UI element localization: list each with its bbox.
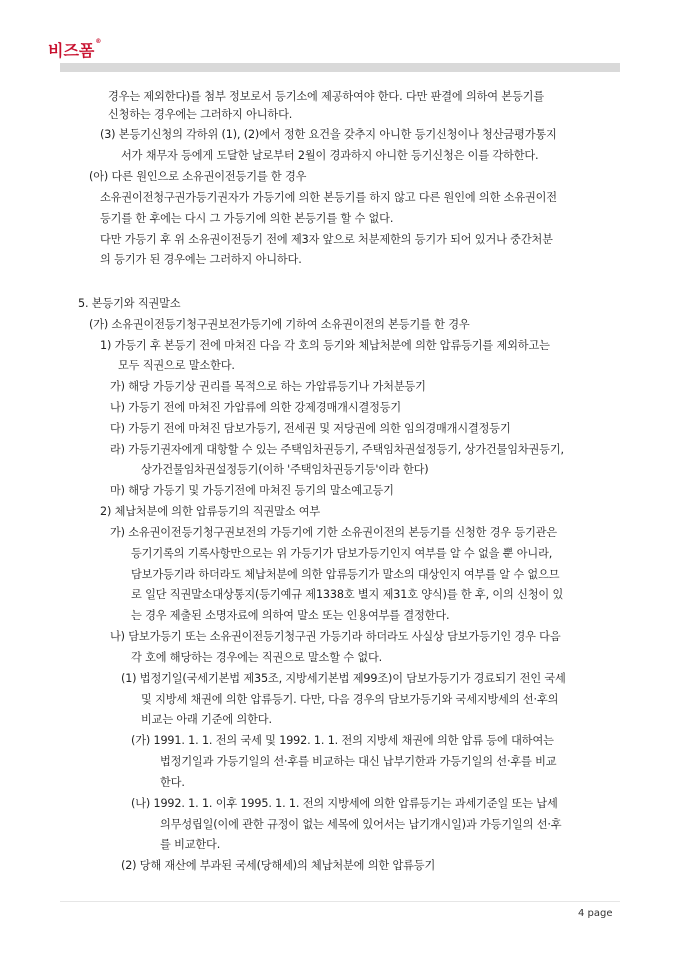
text-line: 등기기록의 기록사항만으로는 위 가등기가 담보가등기인지 여부를 알 수 없을 뿐 아니라,	[131, 547, 553, 560]
text-line: 나) 가등기 전에 마쳐진 가압류에 의한 강제경매개시결정등기	[110, 401, 402, 414]
text-line: 가) 해당 가등기상 권리를 목적으로 하는 가압류등기나 가처분등기	[110, 380, 426, 393]
text-line: 등기를 한 후에는 다시 그 가등기에 의한 본등기를 할 수 없다.	[100, 212, 394, 225]
text-line: 담보가등기라 하더라도 체납처분에 의한 압류등기가 말소의 대상인지 여부를 알 수 없으므	[131, 568, 560, 581]
logo	[48, 38, 101, 61]
text-line: (2) 당해 재산에 부과된 국세(당해세)의 체납처분에 의한 압류등기	[121, 859, 436, 872]
text-line: 나) 담보가등기 또는 소유권이전등기청구권 가등기라 하더라도 사실상 담보가등기인 경우 다음	[110, 630, 561, 643]
text-line: 소유권이전청구권가등기권자가 가등기에 의한 본등기를 하지 않고 다른 원인에 의한 소유권이전	[100, 191, 557, 204]
text-line: 각 호에 해당하는 경우에는 직권으로 말소할 수 없다.	[131, 651, 383, 664]
text-line: 다만 가등기 후 위 소유권이전등기 전에 제3자 앞으로 처분제한의 등기가 되어 있거나 중간처분	[100, 233, 553, 246]
text-line: 1) 가등기 후 본등기 전에 마쳐진 다음 각 호의 등기와 체납처분에 의한 압류등기를 제외하고는	[100, 339, 550, 352]
text-line: 서가 채무자 등에게 도달한 날로부터 2월이 경과하지 아니한 등기신청은 이를 각하한다.	[121, 149, 539, 162]
text-line: 를 비교한다.	[160, 838, 221, 851]
text-line: 모두 직권으로 말소한다.	[118, 359, 235, 372]
text-line: 로 일단 직권말소대상통지(등기예규 제1338호 별지 제31호 양식)를 한 후, 이의 신청이 있	[131, 588, 564, 601]
text-line: 라) 가등기권자에게 대항할 수 있는 주택임차권등기, 주택임차권설정등기, 상가건물임차권등기,	[110, 443, 564, 456]
text-line: (아) 다른 원인으로 소유권이전등기를 한 경우	[89, 170, 307, 183]
registered-mark: ®	[95, 38, 102, 45]
text-line: (1) 법정기일(국세기본법 제35조, 지방세기본법 제99조)이 담보가등기가 경료되기 전인 국세	[121, 672, 566, 685]
text-line: 경우는 제외한다)를 첨부 정보로서 등기소에 제공하여야 한다. 다만 판결에 의하여 본등기를	[108, 90, 544, 103]
text-line: 신청하는 경우에는 그러하지 아니하다.	[108, 108, 293, 121]
text-line: 및 지방세 채권에 의한 압류등기. 다만, 다음 경우의 담보가등기와 국세지방세의 선·후의	[141, 693, 559, 706]
text-line: 법정기일과 가등기일의 선·후를 비교하는 대신 납부기한과 가등기일의 선·후를 비교	[160, 755, 557, 768]
logo-text: 비즈폼	[48, 41, 95, 60]
text-line: (가) 소유권이전등기청구권보전가등기에 기하여 소유권이전의 본등기를 한 경우	[89, 318, 470, 331]
text-line: 비교는 아래 기준에 의한다.	[141, 713, 272, 726]
page-number: 4 page	[578, 908, 613, 919]
text-line: 의무성립일(이에 관한 규정이 없는 세목에 있어서는 납기개시일)과 가등기일의 선·후	[160, 818, 562, 831]
text-line: 의 등기가 된 경우에는 그러하지 아니하다.	[100, 253, 302, 266]
text-line: (3) 본등기신청의 각하위 (1), (2)에서 정한 요건을 갖추지 아니한 등기신청이나 청산금평가통지	[100, 128, 557, 141]
text-line: 다) 가등기 전에 마쳐진 담보가등기, 전세권 및 저당권에 의한 임의경매개시결정등기	[110, 422, 511, 435]
text-line: 한다.	[160, 776, 185, 789]
footer-divider	[60, 901, 620, 902]
text-line: 마) 해당 가등기 및 가등기전에 마쳐진 등기의 말소예고등기	[110, 484, 394, 497]
text-line: 상가건물임차권설정등기(이하 '주택임차권등기등'이라 한다)	[141, 463, 429, 476]
text-line: 2) 체납처분에 의한 압류등기의 직권말소 여부	[100, 505, 321, 518]
text-line: 는 경우 제출된 소명자료에 의하여 말소 또는 인용여부를 결정한다.	[131, 609, 450, 622]
header-bar	[60, 63, 620, 72]
text-line: (가) 1991. 1. 1. 전의 국세 및 1992. 1. 1. 전의 지방세 채권에 의한 압류 등에 대하여는	[131, 734, 554, 747]
text-line: (나) 1992. 1. 1. 이후 1995. 1. 1. 전의 지방세에 의한 압류등기는 과세기준일 또는 납세	[131, 797, 558, 810]
section-heading: 5. 본등기와 직권말소	[78, 297, 181, 310]
text-line: 가) 소유권이전등기청구권보전의 가등기에 기한 소유권이전의 본등기를 신청한 경우 등기관은	[110, 526, 558, 539]
